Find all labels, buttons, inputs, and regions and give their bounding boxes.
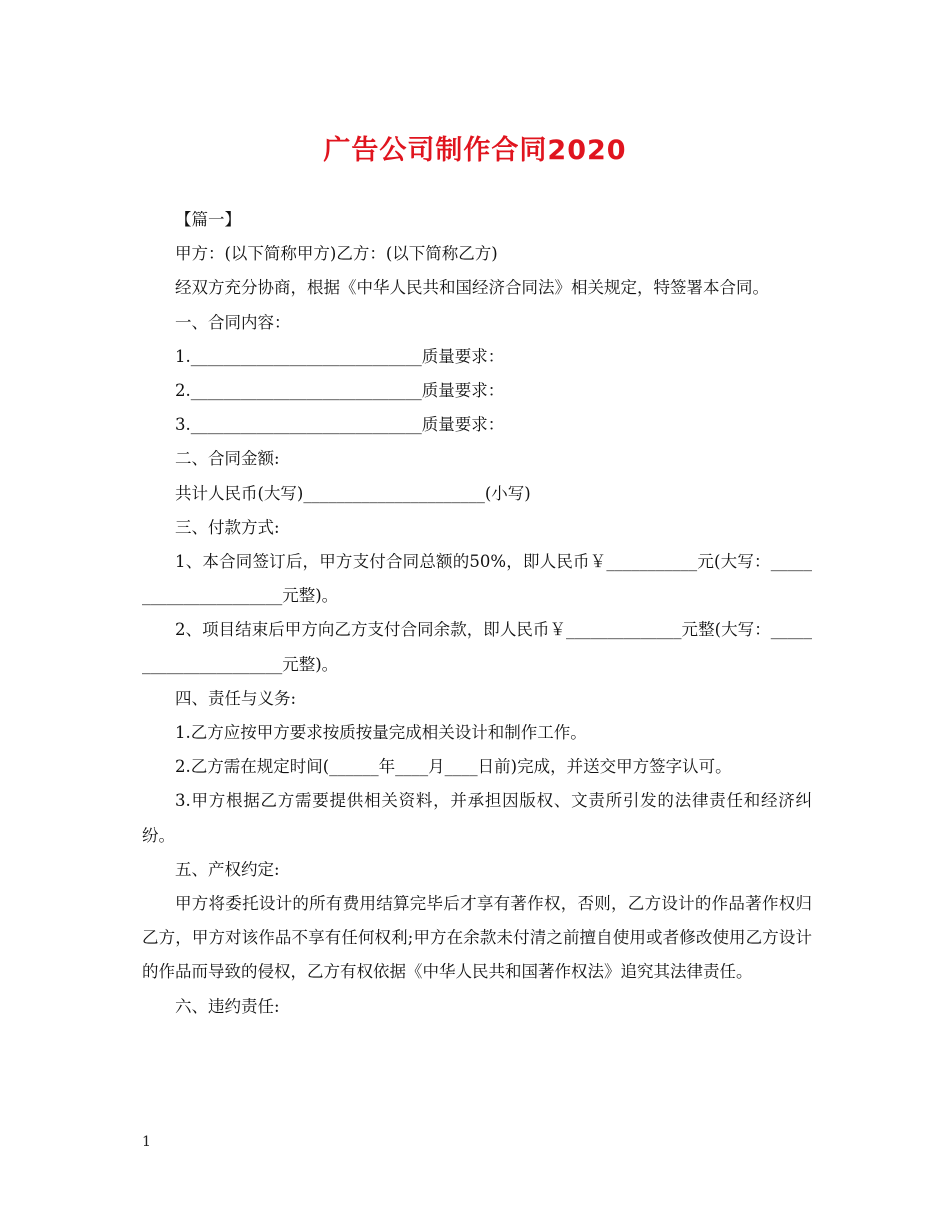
page-number: 1 <box>142 1134 151 1150</box>
section-heading-breach-liability: 六、违约责任: <box>175 996 280 1016</box>
payment-item-2: 2、项目结束后甲方向乙方支付合同余款，即人民币￥______________元整(大写：______________________元整)。 <box>142 620 812 674</box>
content-item-2: 2.____________________________质量要求： <box>175 381 505 401</box>
content-item-1: 1.____________________________质量要求： <box>175 346 505 366</box>
section-heading-contract-amount: 二、合同金额: <box>175 449 280 469</box>
amount-line: 共计人民币(大写)______________________(小写) <box>175 483 531 503</box>
section-heading-payment-method: 三、付款方式: <box>175 517 280 537</box>
section-heading-contract-content: 一、合同内容： <box>175 312 291 332</box>
document-title: 广告公司制作合同2020 <box>323 135 627 166</box>
contract-preamble: 经双方充分协商，根据《中华人民共和国经济合同法》相关规定，特签署本合同。 <box>175 278 769 298</box>
section-heading-responsibilities: 四、责任与义务: <box>175 688 297 708</box>
content-item-3: 3.____________________________质量要求： <box>175 415 505 435</box>
section-heading-property-rights: 五、产权约定: <box>175 859 280 879</box>
responsibility-item-3: 3.甲方根据乙方需要提供相关资料，并承担因版权、文责所引发的法律责任和经济纠纷。 <box>142 791 812 845</box>
parties-line: 甲方：(以下简称甲方)乙方：(以下简称乙方) <box>175 244 498 264</box>
responsibility-item-2: 2.乙方需在规定时间(______年____月____日前)完成，并送交甲方签字认可。 <box>175 757 732 777</box>
property-rights-paragraph: 甲方将委托设计的所有费用结算完毕后才享有著作权，否则，乙方设计的作品著作权归乙方，甲方对该作品不享有任何权利;甲方在余款未付清之前擅自使用或者修改使用乙方设计的作品而导致的侵权，乙方有权依据《中华人民共和国著作权法》追究其法律责任。 <box>142 894 812 982</box>
responsibility-item-1: 1.乙方应按甲方要求按质按量完成相关设计和制作工作。 <box>175 723 587 743</box>
section-heading-part-one: 【篇一】 <box>175 210 241 229</box>
document-body <box>142 203 812 1024</box>
payment-item-1: 1、本合同签订后，甲方支付合同总额的50%，即人民币￥___________元(大写：______________________元整)。 <box>142 552 812 606</box>
